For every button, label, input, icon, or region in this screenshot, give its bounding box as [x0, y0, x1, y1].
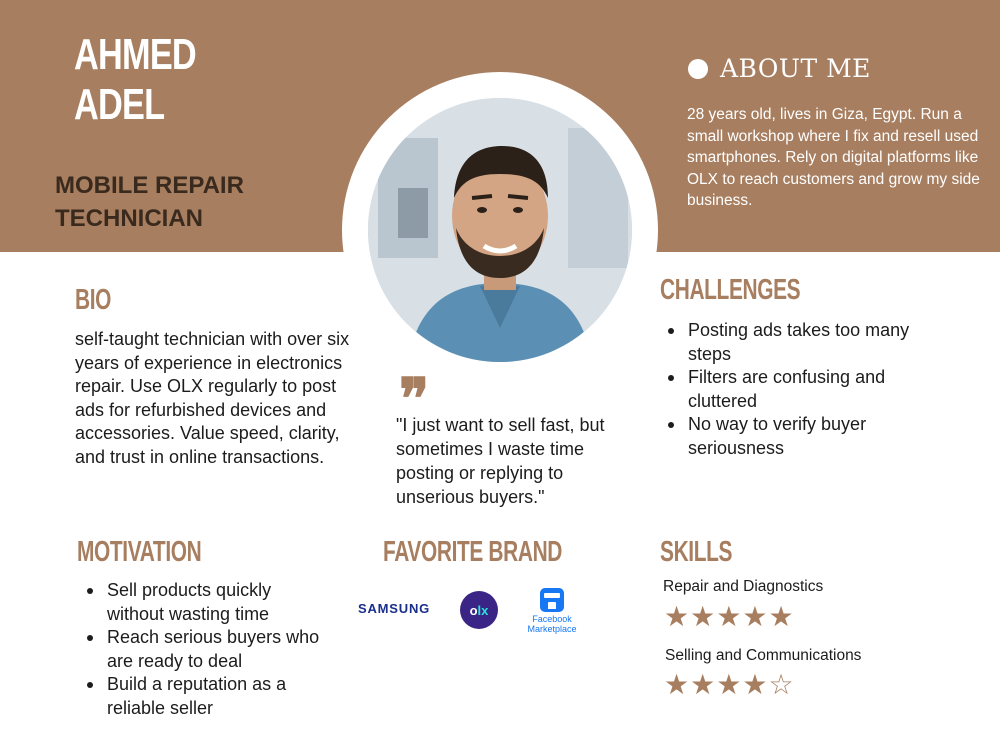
star-filled-icon: ★ [664, 600, 690, 633]
motivation-item: Sell products quickly without wasting time [76, 579, 331, 626]
challenges-list [657, 319, 937, 460]
quote-text: "I just want to sell fast, but sometimes I waste time posting or replying to unserious buyers." [396, 415, 605, 507]
quote-mark-icon: ❞ [399, 366, 430, 432]
marketplace-store-icon [540, 588, 564, 612]
skill-label: Repair and Diagnostics [663, 578, 824, 595]
persona-last-name: ADEL [74, 80, 165, 129]
facebook-marketplace-label-line1: Facebook [532, 614, 572, 624]
bio-text: self-taught technician with over six years of experience in electronics repair. Use OLX regularly to post ads for refurbished devices and accessories. Value speed, clarity, and trust in online transactions. [75, 329, 350, 467]
about-bullet-dot [688, 59, 708, 79]
skill-label: Selling and Communications [665, 647, 862, 664]
star-filled-icon: ★ [742, 600, 768, 633]
persona-photo [368, 98, 632, 362]
star-filled-icon: ★ [768, 600, 794, 633]
about-heading: ABOUT ME [720, 54, 871, 83]
skills-heading: SKILLS [660, 536, 733, 568]
star-filled-icon: ★ [742, 668, 768, 701]
star-filled-icon: ★ [690, 668, 716, 701]
skill-rating [664, 668, 794, 701]
motivation-list [76, 579, 331, 720]
bio-heading: BIO [75, 284, 112, 316]
star-filled-icon: ★ [664, 668, 690, 701]
motivation-item: Reach serious buyers who are ready to deal [76, 626, 331, 673]
star-filled-icon: ★ [690, 600, 716, 633]
persona-role [55, 169, 244, 235]
challenge-item: Filters are confusing and cluttered [657, 366, 937, 413]
facebook-marketplace-label-line2: Marketplace [527, 624, 577, 634]
about-text: 28 years old, lives in Giza, Egypt. Run a small workshop where I fix and resell used smartphones. Rely on digital platforms like OLX to reach customers and grow my side business. [687, 106, 980, 210]
challenges-heading: CHALLENGES [660, 274, 801, 306]
persona-role-line1: MOBILE REPAIR [55, 172, 244, 199]
star-filled-icon: ★ [716, 600, 742, 633]
persona-first-name: AHMED [74, 30, 196, 79]
olx-logo-icon [460, 591, 498, 629]
challenge-item: No way to verify buyer seriousness [657, 413, 937, 460]
favorite-brand-heading: FAVORITE BRAND [383, 536, 563, 568]
skill-rating [664, 600, 794, 633]
samsung-logo-icon: SAMSUNG [358, 601, 431, 616]
star-empty-icon: ☆ [768, 668, 794, 701]
persona-name [74, 30, 196, 130]
motivation-item: Build a reputation as a reliable seller [76, 673, 331, 720]
star-filled-icon: ★ [716, 668, 742, 701]
challenge-item: Posting ads takes too many steps [657, 319, 937, 366]
persona-role-line2: TECHNICIAN [55, 205, 203, 232]
facebook-marketplace-logo-icon [526, 588, 578, 634]
motivation-heading: MOTIVATION [77, 536, 202, 568]
olx-logo-o: o [469, 602, 478, 618]
olx-logo-lx: lx [477, 602, 489, 618]
